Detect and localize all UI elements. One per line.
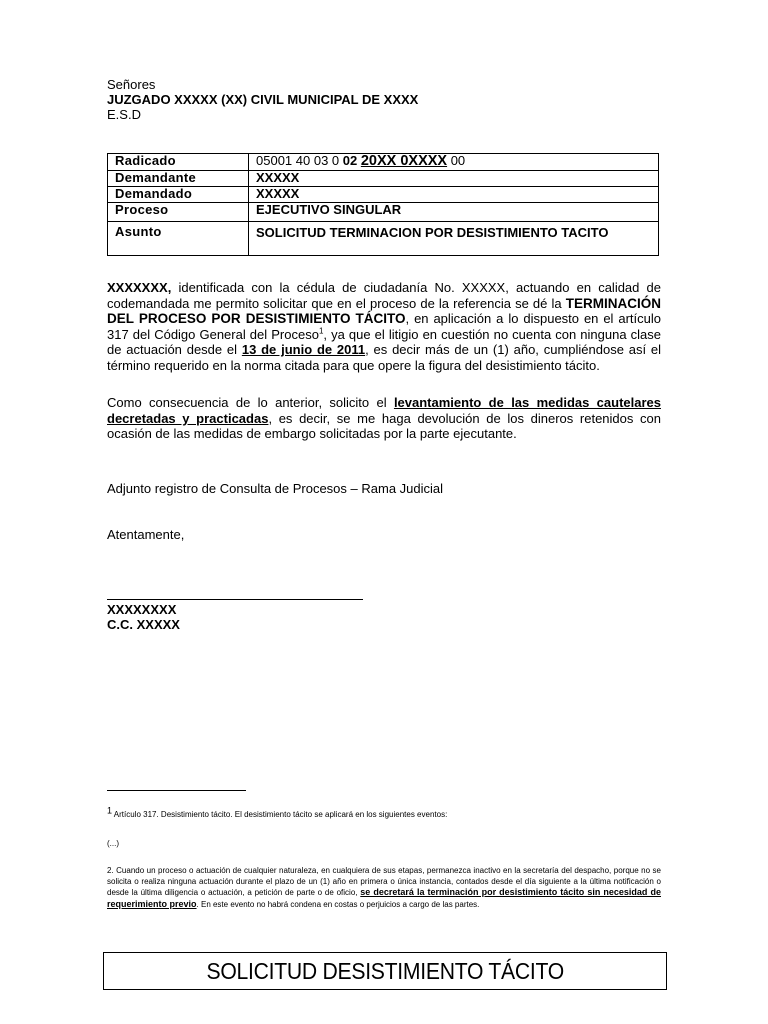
closing: Atentamente, — [107, 527, 185, 542]
row-key: Radicado — [108, 154, 249, 171]
text: , es decir más de un (1) año, cumpliéndose así el término requerido en la norma citada para que opere la figura del desistimiento tácito. — [107, 342, 661, 373]
footnote-ellipsis: (...) — [107, 839, 119, 848]
table-row — [108, 222, 659, 256]
court-name: JUZGADO XXXXX (XX) CIVIL MUNICIPAL DE XXXX — [107, 92, 419, 107]
footnote-article-text — [107, 866, 661, 910]
radicado-suffix: 00 — [447, 153, 466, 168]
row-key: Demandado — [108, 187, 249, 203]
row-value: XXXXX — [249, 171, 659, 187]
text: , ya que el litigio en cuestión no cuenta con ninguna clase de actuación desde el — [107, 326, 661, 358]
footnote-separator — [107, 790, 246, 791]
row-value-radicado — [249, 154, 659, 171]
body-paragraph-2 — [107, 395, 661, 442]
table-row — [108, 187, 659, 203]
request-emphasis: TERMINACIÓN DEL PROCESO POR DESISTIMIENTO TÁCITO — [107, 295, 661, 327]
row-value: EJECUTIVO SINGULAR — [249, 203, 659, 222]
text: . En este evento no habrá condena en costas o perjuicios a cargo de las partes. — [196, 899, 480, 909]
signer-id: C.C. XXXXX — [107, 617, 180, 632]
row-key: Asunto — [108, 222, 249, 256]
requester-name: XXXXXXX, — [107, 280, 172, 295]
row-key: Demandante — [108, 171, 249, 187]
esd: E.S.D — [107, 107, 141, 122]
radicado-number: 20XX 0XXXX — [360, 153, 448, 169]
inactivity-date: 13 de junio de 2011 — [241, 342, 366, 358]
text: 2. Cuando un proceso o actuación de cualquier naturaleza, en cualquiera de sus etapas, permanezca inactivo en la secretaría del despacho, porque no se solicita o realiza ninguna actuación durante el plazo de un (1) año en primera o única instancia, contados desde el día siguiente a la última notificación o desde la última diligencia o actuación, a petición de parte o de oficio, — [107, 866, 661, 897]
radicado-prefix: 05001 40 03 0 — [256, 153, 343, 168]
row-value: SOLICITUD TERMINACION POR DESISTIMIENTO TACITO — [249, 222, 659, 256]
salutation: Señores — [107, 77, 156, 92]
case-info-table — [107, 153, 659, 256]
table-row — [108, 154, 659, 171]
table-row — [108, 203, 659, 222]
attachment-note: Adjunto registro de Consulta de Procesos – Rama Judicial — [107, 481, 444, 496]
footnote-emphasis: se decretará la terminación por desistimiento tácito sin necesidad de requerimiento previo — [107, 887, 661, 909]
text: , es decir, se me haga devolución de los dineros retenidos con ocasión de las medidas de embargo solicitadas por la parte ejecutante. — [107, 410, 661, 442]
measures-emphasis: levantamiento de las medidas cautelares decretadas y practicadas — [107, 395, 661, 426]
table-row — [108, 171, 659, 187]
text: identificada con la cédula de ciudadanía No. XXXXX, actuando en calidad de codemandada me permito solicitar que en el proceso de la referencia se dé la — [107, 280, 661, 311]
body-paragraph-1 — [107, 280, 661, 374]
signature-line — [107, 599, 363, 600]
text: , en aplicación a lo dispuesto en el artículo 317 del Código General del Proceso — [107, 311, 661, 342]
footnote-line1 — [107, 805, 661, 821]
footnote-number: 1 — [107, 805, 113, 816]
banner-title: SOLICITUD DESISTIMIENTO TÁCITO — [206, 957, 564, 984]
radicado-bold: 02 — [342, 153, 358, 168]
row-key: Proceso — [108, 203, 249, 222]
footnote-ref: 1 — [318, 326, 324, 336]
title-banner — [103, 952, 667, 990]
row-value: XXXXX — [249, 187, 659, 203]
signer-name: XXXXXXXX — [107, 602, 177, 617]
text: Artículo 317. Desistimiento tácito. El desistimiento tácito se aplicará en los siguientes eventos: — [113, 810, 448, 819]
text: Como consecuencia de lo anterior, solicito el — [107, 395, 394, 410]
